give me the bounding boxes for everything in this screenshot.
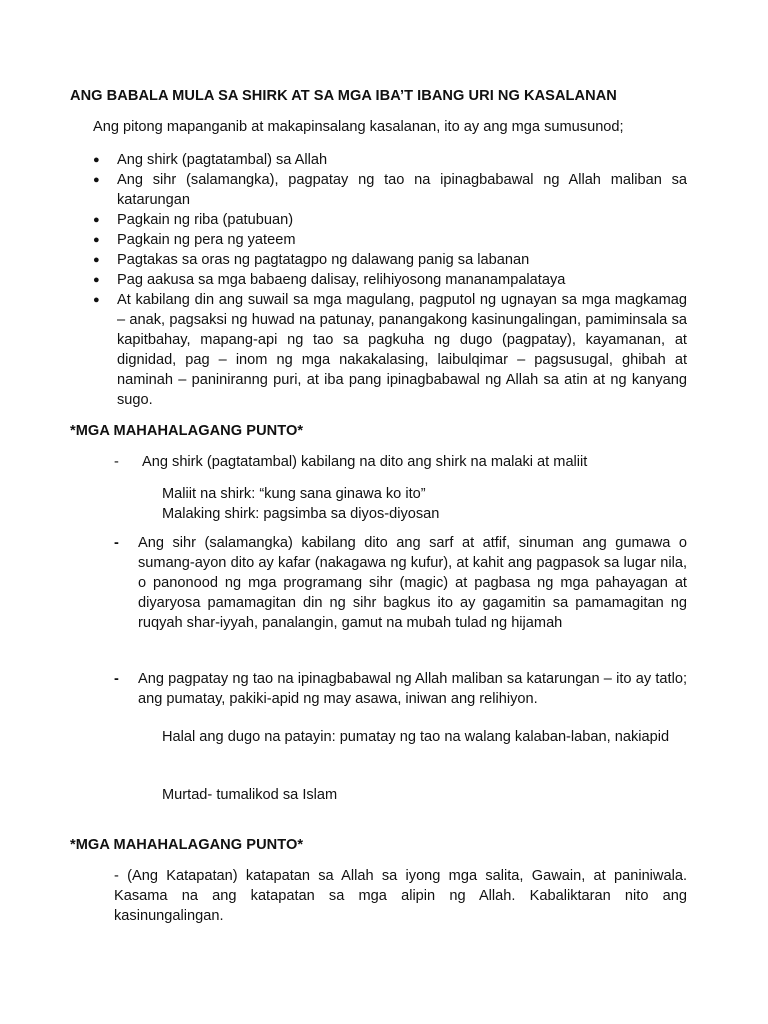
dash-marker: - [114, 454, 119, 470]
dash-marker: - [114, 535, 119, 551]
list-item: ● Ang shirk (pagtatambal) sa Allah [93, 152, 328, 168]
intro-text: Ang pitong mapanganib at makapinsalang kasalanan, ito ay ang mga sumusunod; [93, 119, 624, 135]
murtad-note: Murtad- tumalikod sa Islam [162, 787, 338, 803]
shirk-subpoints [162, 484, 687, 524]
list-item: ● At kabilang din ang suwail sa mga magulang, pagputol ng ugnayan sa mga magkamag – anak, pagsaksi ng huwad na patunay, panangakong kasinungalingan, pamiminsala sa kapitbahay, mapang-api ng tao sa pagkuha ng dugo (pagpatay), kayamanan, at dignidad, pag – inom ng mga nakakalasing, laibulqimar – pagsusugal, ghibah at naminah – paniniranng puri, at iba pang ipinagbabawal ng Allah sa atin at ng kanyang sugo. [93, 292, 687, 408]
document-title: ANG BABALA MULA SA SHIRK AT SA MGA IBA’T IBANG URI NG KASALANAN [70, 88, 617, 104]
bullet-icon: ● [93, 234, 100, 246]
bullet-icon: ● [93, 174, 100, 186]
list-item: ● Pag aakusa sa mga babaeng dalisay, relihiyosong mananampalataya [93, 272, 566, 288]
katapatan-paragraph: - (Ang Katapatan) katapatan sa Allah sa iyong mga salita, Gawain, at paniniwala. Kasama na ang katapatan sa mga alipin ng Allah. Kabaliktaran nito ang kasinungalingan. [114, 868, 687, 924]
point-sihr [114, 533, 687, 633]
minor-shirk-line: Maliit na shirk: “kung sana ginawa ko ito” [162, 486, 426, 502]
bullet-icon: ● [93, 214, 100, 226]
halal-blood-note: Halal ang dugo na patayin: pumatay ng tao na walang kalaban-laban, nakiapid [162, 729, 670, 745]
bullet-icon: ● [93, 274, 100, 286]
list-item: ● Pagkain ng pera ng yateem [93, 232, 296, 248]
point-text: Ang pagpatay ng tao na ipinagbabawal ng Allah maliban sa katarungan – ito ay tatlo; ang pumatay, pakiki-apid ng may asawa, iniwan ang relihiyon. [138, 671, 687, 707]
list-item: ● Pagtakas sa oras ng pagtatagpo ng dalawang panig sa labanan [93, 252, 530, 268]
sins-list [93, 150, 687, 410]
list-item: ● Pagkain ng riba (patubuan) [93, 212, 294, 228]
bullet-icon: ● [93, 154, 100, 166]
section-heading-important-points: *MGA MAHAHALAGANG PUNTO* [70, 423, 304, 439]
section-heading-important-points-2: *MGA MAHAHALAGANG PUNTO* [70, 837, 304, 853]
bullet-icon: ● [93, 294, 100, 306]
bullet-icon: ● [93, 254, 100, 266]
point-killing [114, 669, 687, 709]
major-shirk-line: Malaking shirk: pagsimba sa diyos-diyosan [162, 506, 440, 522]
dash-marker: - [114, 671, 119, 687]
point-shirk [114, 452, 687, 472]
point-text: Ang shirk (pagtatambal) kabilang na dito ang shirk na malaki at maliit [142, 454, 588, 470]
point-text: Ang sihr (salamangka) kabilang dito ang sarf at atfif, sinuman ang gumawa o sumang-ayon dito ay kafar (nakagawa ng kufur), at kahit ang pagpasok sa lugar nila, o panonood ng mga programang sihr (magic) at pagbasa ng mga pahayagan at diyaryosa pamamagitan din ng sihr bagkus ito ay gagamitin sa pamamagitan ng ruqyah shar-iyyah, panalangin, gamut na mubah tulad ng hijamah [138, 535, 687, 631]
list-item: ● Ang sihr (salamangka), pagpatay ng tao na ipinagbabawal ng Allah maliban sa katarungan [93, 172, 687, 208]
